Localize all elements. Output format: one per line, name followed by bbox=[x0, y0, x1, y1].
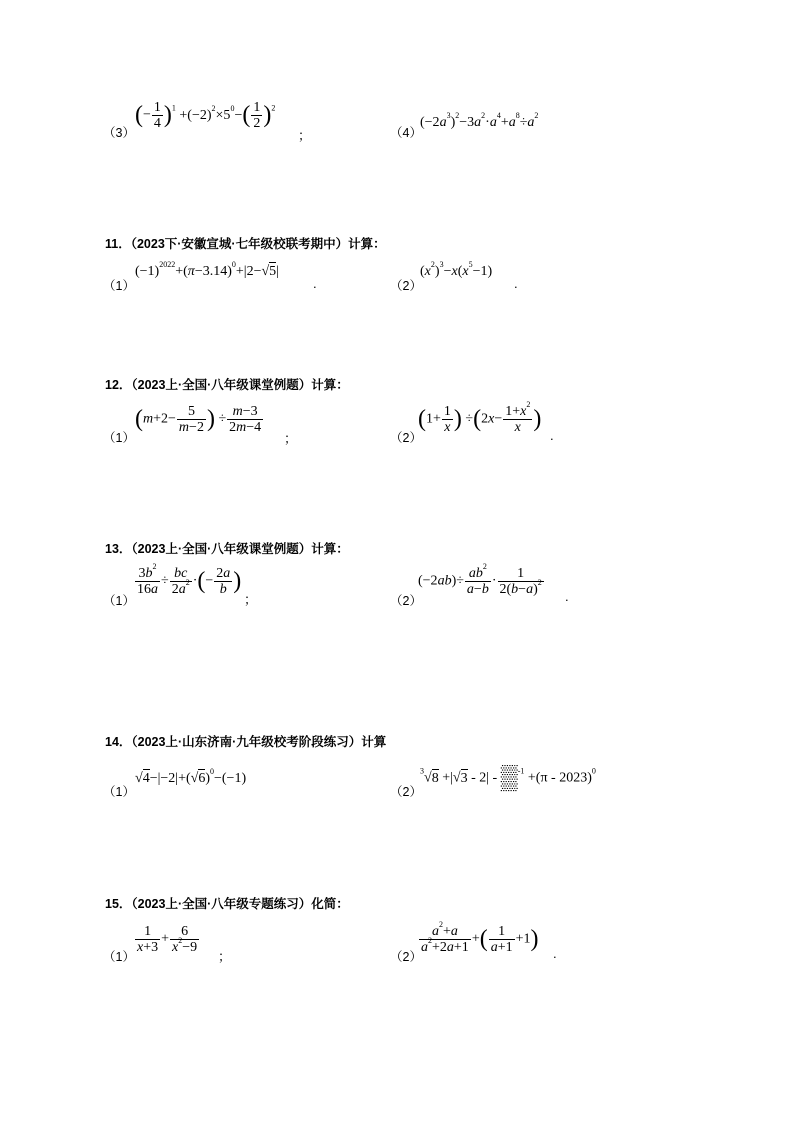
p13-part1-end: ； bbox=[244, 592, 258, 607]
p14-part1-label: （1） bbox=[103, 785, 135, 799]
p12-part1-end: ； bbox=[284, 431, 298, 446]
p15-part2-expression: $\frac{a^2+a}{a^2+2a+1}$ +( $\frac{1}{a+1}$ +1) bbox=[421, 920, 539, 955]
p11-part1-expression: $(-1)^{2022}+(\pi-3.14)^0+|2-√5|$ bbox=[135, 260, 279, 279]
p15-part2-end: . bbox=[553, 946, 557, 961]
p10-part4-label: （4） bbox=[390, 126, 422, 140]
p11-part2-expression: $(x^2)^3-x(x^5-1)$ bbox=[420, 260, 493, 279]
p15-part1-end: ； bbox=[218, 949, 232, 964]
p12-header: 12．（2023上·全国·八年级课堂例题）计算： bbox=[105, 378, 349, 392]
p13-part2-end: . bbox=[565, 589, 569, 604]
p13-part2-label: （2） bbox=[390, 594, 422, 608]
p12-part2-end: . bbox=[550, 428, 554, 443]
p15-part2-label: （2） bbox=[390, 950, 422, 964]
p11-part1-end: . bbox=[313, 276, 317, 291]
p12-part2-expression: (1+ $\frac{1}{x}$ ) ÷(2x− $\frac{1+x^2}{x}$ ) bbox=[418, 400, 542, 435]
p10-part4-expression: $(-2a^3)^2-3a^2\cdot a^4+a^8\div a^2$ bbox=[420, 111, 539, 130]
p11-part2-label: （2） bbox=[390, 279, 422, 293]
p12-part1-expression: (m+2− $\frac{5}{m-2}$ ) ÷ $\frac{m-3}{2m-4}$ bbox=[135, 404, 262, 435]
p10-part3-label: （3） bbox=[103, 126, 135, 140]
p15-part1-expression: $\frac{1}{x+3}$ + $\frac{6}{x^2-9}$ bbox=[137, 924, 198, 955]
p11-header: 11．（2023下·安徽宣城·七年级校联考期中）计算： bbox=[105, 237, 386, 251]
p11-part1-label: （1） bbox=[103, 279, 135, 293]
p10-part3-end: ； bbox=[298, 128, 312, 143]
p13-part1-expression: $\frac{3b^2}{16a}$ ÷ $\frac{bc}{2a^2}$ ·(− $\frac{2a}{b}$ ) bbox=[137, 562, 242, 597]
p13-header: 13．（2023上·全国·八年级课堂例题）计算： bbox=[105, 542, 349, 556]
p15-part1-label: （1） bbox=[103, 950, 135, 964]
p14-part1-expression: $√4-|-2|+(√6)^0-(-1)$ bbox=[135, 767, 247, 786]
p14-part2-label: （2） bbox=[390, 785, 422, 799]
p12-part1-label: （1） bbox=[103, 431, 135, 445]
p14-part2-expression: $^3$√8 +|√3 - 2| - ▒$^{-1}$ +(π - 2023)$^0$ bbox=[420, 765, 596, 791]
p15-header: 15．（2023上·全国·八年级专题练习）化简： bbox=[105, 897, 349, 911]
p11-part2-end: . bbox=[514, 276, 518, 291]
p13-part1-label: （1） bbox=[103, 594, 135, 608]
p13-part2-expression: (−2ab)÷ $\frac{ab^2}{a-b}$ · $\frac{1}{2(b-a)^2}$ bbox=[418, 562, 542, 597]
p14-header: 14．（2023上·山东济南·九年级校考阶段练习）计算 bbox=[105, 735, 387, 749]
p10-part3-expression: (− $\frac{1}{4}$ )$^1 +(-2)^2\times 5^0-$( $\frac{1}{2}$ )$^2$ bbox=[135, 100, 276, 131]
p12-part2-label: （2） bbox=[390, 431, 422, 445]
